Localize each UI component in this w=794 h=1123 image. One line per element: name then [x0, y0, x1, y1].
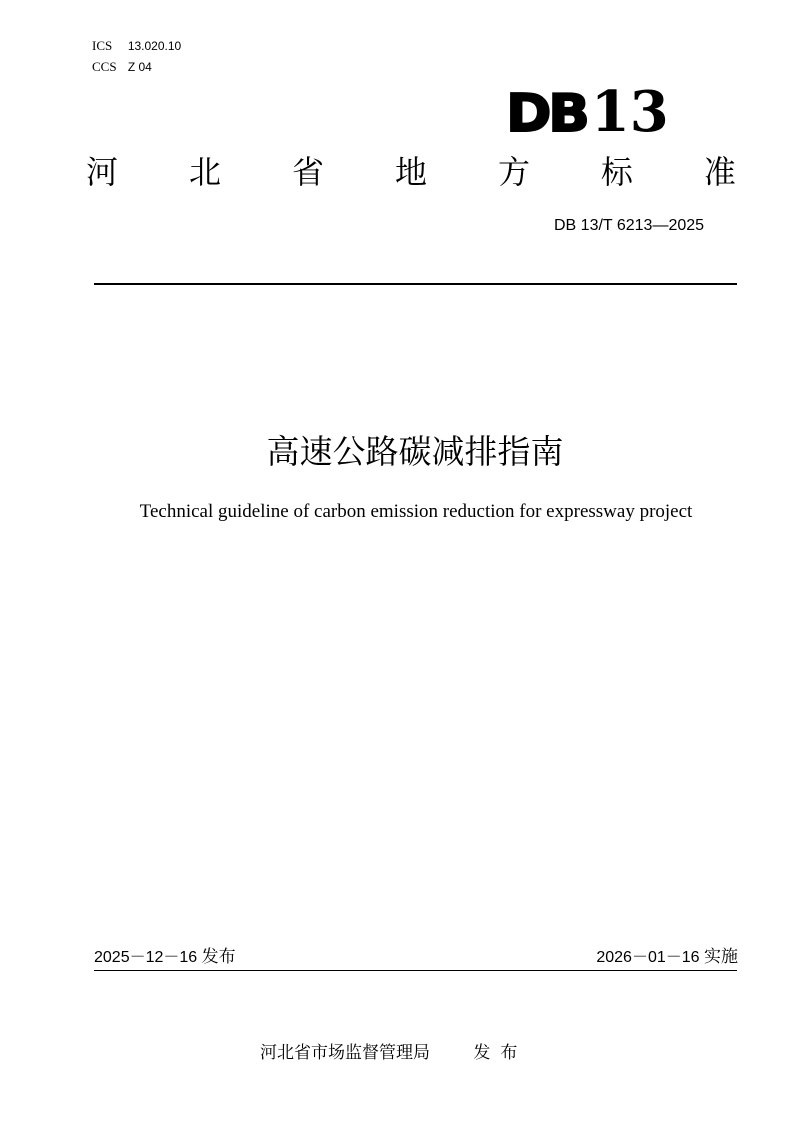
heading-char: 方 [497, 153, 530, 191]
ics-label: ICS [92, 38, 113, 53]
heading-char: 省 [291, 153, 324, 191]
footer-divider [94, 970, 737, 971]
publisher [260, 1041, 527, 1065]
publisher-name: 河北省市场监督管理局 [260, 1043, 430, 1063]
db13-logo [506, 79, 669, 145]
ccs-classification [92, 60, 152, 74]
heading-char: 北 [188, 153, 221, 191]
implementation-date [596, 946, 738, 969]
implementation-date-label: 实施 [704, 947, 738, 967]
ics-value: 13.020.10 [127, 39, 182, 53]
heading-char: 地 [394, 153, 427, 191]
heading-char: 河 [86, 153, 119, 191]
heading-char: 准 [703, 153, 736, 191]
logo-number: 13 [590, 79, 669, 145]
header-divider [94, 283, 737, 285]
issue-date-value: 2025－12－16 [94, 949, 198, 966]
publisher-action: 发布 [473, 1043, 528, 1063]
standard-code: DB 13/T 6213—2025 [554, 217, 705, 234]
implementation-date-value: 2026－01－16 [596, 949, 700, 966]
ccs-label: CCS [92, 59, 117, 74]
heading-char: 标 [600, 153, 633, 191]
document-title-english: Technical guideline of carbon emission reduction for expressway project [139, 501, 693, 522]
ccs-value: Z 04 [127, 60, 152, 74]
issue-date [94, 946, 236, 969]
document-title-chinese: 高速公路碳减排指南 [266, 432, 564, 471]
standard-type-heading [86, 148, 736, 196]
issue-date-label: 发布 [201, 947, 236, 967]
ics-classification [92, 39, 181, 53]
logo-prefix: DB [506, 84, 587, 144]
